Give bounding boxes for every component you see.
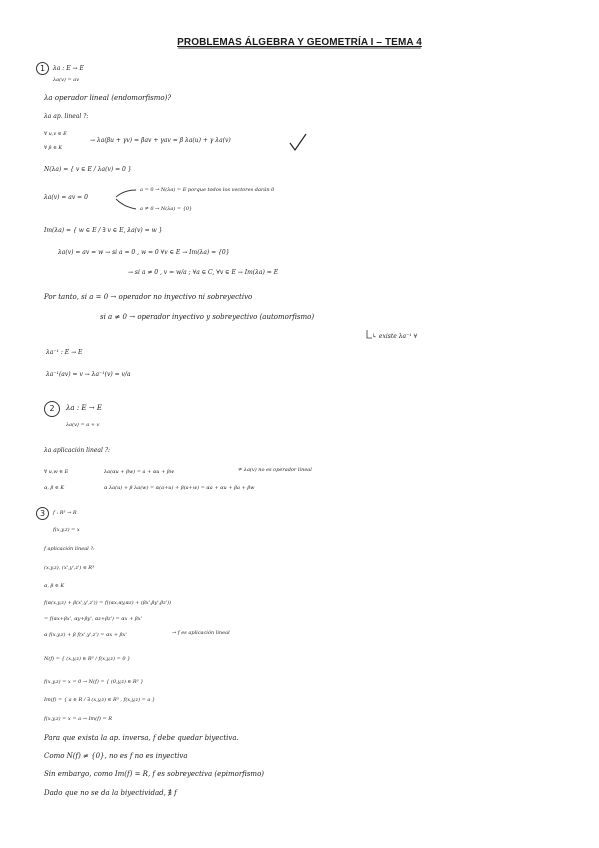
p3-line-image-eq: f(x,y,z) = x = a → Im(f) = R: [44, 716, 113, 722]
problem-2-number: 2: [49, 404, 55, 413]
p1-line-image-def: Im(λa) = { w ∈ E / ∃ v ∈ E, λa(v) = w }: [44, 227, 163, 234]
existence-hook: [367, 330, 372, 338]
p1-line-conclusion-zero: Por tanto, si a = 0 → operador no inyectivo ni sobreyectivo: [44, 293, 253, 301]
p2-line-map-def: λa : E → E: [66, 404, 102, 412]
p3-line-linearity-lhs: f(α(x,y,z) + β(x',y',z')) = f((αx,αy,αz) + (βx',βy',βz')): [44, 600, 172, 606]
p1-line-kernel-eq: λa(v) = av = 0: [44, 194, 88, 201]
p3-line-no-inverse: Dado que no se da la biyectividad, ∄ f: [44, 789, 177, 797]
p3-line-kernel-def: N(f) = { (x,y,z) ∈ R³ / f(x,y,z) = 0 }: [44, 656, 131, 662]
p3-line-linearity-rhs: α f(x,y,z) + β f(x',y',z') = αx + βx': [44, 632, 127, 638]
p1-line-linear-check: λa ap. lineal ?:: [44, 113, 89, 120]
p1-line-linearity: → λa(βu + γv) = βav + γav = β λa(u) + γ λa(v): [90, 137, 231, 144]
branch-arrow-up: [116, 190, 136, 197]
p2-line-not-linear: ≠ λa(v) no es operador lineal: [238, 467, 312, 473]
p2-line-linearity-lhs: λa(αu + βw) = a + αu + βw: [104, 469, 175, 475]
p1-line-map-def: λa : E → E: [53, 65, 84, 72]
p1-line-kernel-case-nonzero: a ≠ 0 → N(λa) = {0}: [140, 206, 193, 212]
p3-line-surjective: Sin embargo, como Im(f) = R, f es sobreyectiva (epimorfismo): [44, 770, 265, 778]
page-title: PROBLEMAS ÁLGEBRA Y GEOMETRÍA I – TEMA 4: [177, 37, 422, 48]
p1-line-image-case-zero: λa(v) = av = w → si a = 0 , w = 0 ∀v ∈ E → Im(λa) = {0}: [58, 249, 230, 256]
problem-1-number: 1: [39, 64, 46, 73]
p2-line-scalars: α, β ∈ K: [44, 485, 65, 491]
p3-line-map-def: f : R³ → R: [53, 510, 77, 516]
p2-line-map-rule: λa(v) = a + v: [66, 422, 100, 428]
p3-line-question: f aplicación lineal ?:: [44, 546, 95, 552]
p1-line-question: λa operador lineal (endomorfismo)?: [44, 94, 172, 102]
p1-line-inverse-rule: λa⁻¹(av) = v → λa⁻¹(v) = v/a: [46, 371, 131, 378]
checkmark-icon: [290, 134, 306, 150]
p3-line-scalars: α, β ∈ K: [44, 583, 65, 589]
problem-3-number: 3: [39, 509, 46, 518]
p3-line-inverse-requirement: Para que exista la ap. inversa, f debe quedar biyectiva.: [44, 734, 239, 742]
p1-line-forall-vectors: ∀ u,v ∈ E: [44, 131, 67, 137]
p3-line-not-injective: Como N(f) ≠ {0}, no es f no es inyectiva: [44, 752, 188, 760]
p1-line-inverse-exists: ↳ existe λa⁻¹ ∀: [372, 333, 418, 340]
p2-line-linearity-rhs: α λa(u) + β λa(w) = α(a+u) + β(a+w) = αa + αu + βa + βw: [104, 485, 255, 491]
p2-line-forall-vectors: ∀ u,w ∈ E: [44, 469, 69, 475]
branch-arrow-down: [116, 199, 136, 209]
p1-line-kernel-case-zero: a = 0 → N(λa) = E porque todos los vectores darán 0: [140, 187, 275, 193]
p3-line-linearity-expand: = f(αx+βx', αy+βy', αz+βz') = αx + βx': [44, 616, 142, 622]
p1-line-kernel-def: N(λa) = { v ∈ E / λa(v) = 0 }: [44, 166, 132, 173]
p1-line-forall-scalars: ∀ β ∈ K: [44, 145, 63, 151]
p1-line-image-case-nonzero: → si a ≠ 0 , v = w/a ; ∀a ∈ C, ∀v ∈ E → Im(λa) = E: [128, 269, 279, 276]
p1-line-map-rule: λa(v) = av: [53, 77, 80, 83]
p3-line-vectors: (x,y,z), (x',y',z') ∈ R³: [44, 565, 95, 571]
p3-line-image-def: Im(f) = { a ∈ R / ∃ (x,y,z) ∈ R³ , f(x,y,z) = a }: [44, 697, 156, 703]
p3-line-map-rule: f(x,y,z) = x: [53, 527, 80, 533]
p1-line-conclusion-nonzero: si a ≠ 0 → operador inyectivo y sobreyectivo (automorfismo): [100, 313, 315, 321]
p3-line-is-linear: → f es aplicación lineal: [172, 630, 230, 636]
p2-line-question: λa aplicación lineal ?:: [44, 447, 111, 454]
p1-line-inverse-def: λa⁻¹ : E → E: [46, 349, 83, 356]
p3-line-kernel-eq: f(x,y,z) = x = 0 → N(f) = { (0,y,z) ∈ R³ }: [44, 679, 144, 685]
